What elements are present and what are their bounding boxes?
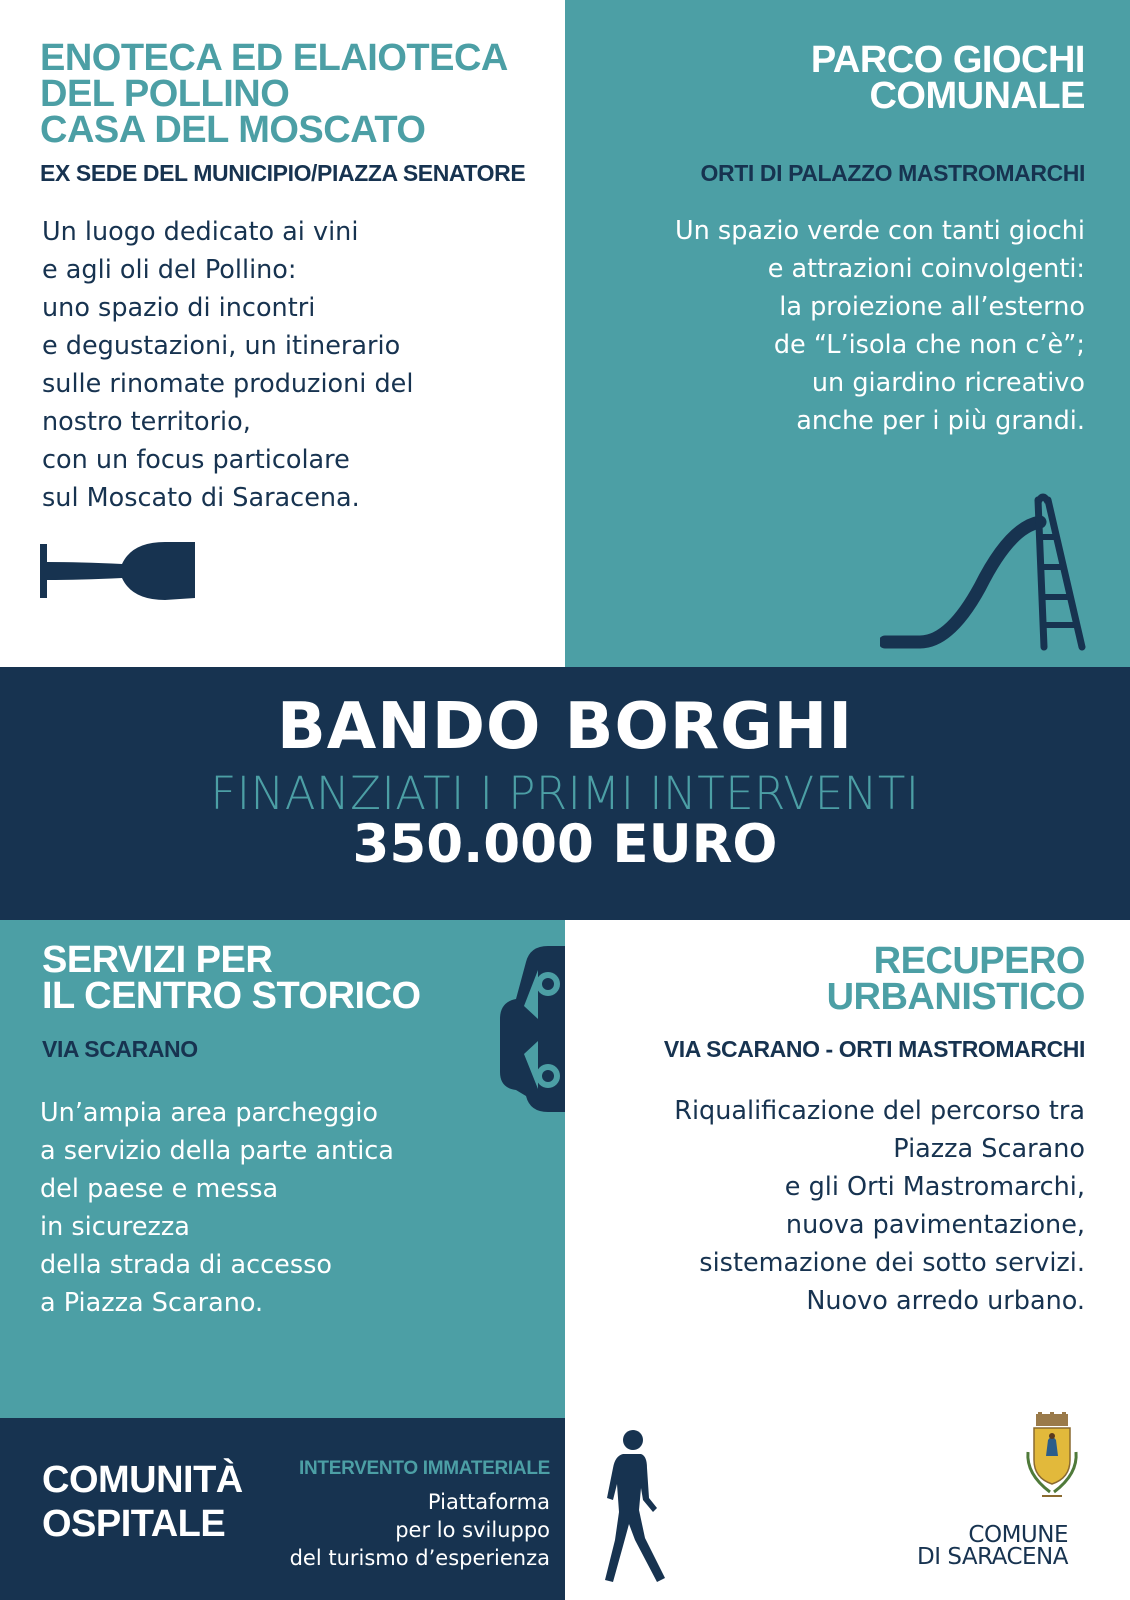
recupero-subtitle: VIA SCARANO - ORTI MASTROMARCHI [663,1036,1085,1062]
body-line: con un focus particolare [42,445,350,475]
comunita-title-line: OSPITALE [42,1503,226,1545]
car-icon [498,944,565,1114]
comune-label-line: COMUNE [968,1522,1068,1548]
comunita-body [290,1488,550,1572]
walking-person-icon [605,1428,675,1588]
body-line: e degustazioni, un itinerario [42,331,401,361]
comunita-title-line: COMUNITÀ [42,1459,243,1501]
servizi-panel [0,920,565,1418]
body-line: sul Moscato di Saracena. [42,483,360,513]
body-line: e attrazioni coinvolgenti: [767,254,1085,284]
body-line: anche per i più grandi. [796,406,1085,436]
bando-amount: 350.000 EURO [352,814,778,875]
body-line: Un luogo dedicato ai vini [42,217,359,247]
parco-body [675,212,1085,440]
enoteca-title [40,37,508,151]
body-line: Un spazio verde con tanti giochi [674,216,1085,246]
body-line: a Piazza Scarano. [40,1288,264,1318]
body-line: Nuovo arredo urbano. [806,1286,1085,1316]
servizi-title-line: SERVIZI PER [42,939,273,981]
servizi-title-line: IL CENTRO STORICO [42,975,421,1017]
bando-title: BANDO BORGHI [276,690,854,764]
body-line: a servizio della parte antica [40,1136,394,1166]
wine-glass-icon [40,540,200,602]
body-line: Un’ampia area parcheggio [40,1098,379,1128]
body-line: nuova pavimentazione, [785,1210,1085,1240]
body-line: Piazza Scarano [893,1134,1085,1164]
bando-subtitle: FINANZIATI I PRIMI INTERVENTI [210,767,920,820]
enoteca-subtitle: EX SEDE DEL MUNICIPIO/PIAZZA SENATORE [40,160,526,186]
recupero-body [674,1092,1085,1320]
comune-label-line: DI SARACENA [917,1544,1068,1570]
recupero-panel [565,920,1130,1600]
enoteca-title-line: DEL POLLINO [40,73,290,115]
enoteca-title-line: CASA DEL MOSCATO [40,109,426,151]
comunita-title [42,1458,243,1546]
body-line: del paese e messa [40,1174,279,1204]
recupero-title [826,940,1085,1018]
body-line: della strada di accesso [40,1250,332,1280]
parco-panel [565,0,1130,667]
body-line: sistemazione dei sotto servizi. [699,1248,1085,1278]
parco-subtitle: ORTI DI PALAZZO MASTROMARCHI [700,160,1085,186]
servizi-subtitle: VIA SCARANO [42,1036,198,1062]
enoteca-panel [0,0,565,667]
enoteca-body [42,213,413,517]
recupero-title-line: URBANISTICO [826,976,1085,1018]
body-line: e agli oli del Pollino: [42,255,297,285]
parco-title-line: COMUNALE [869,75,1085,117]
servizi-body [40,1094,394,1322]
bando-banner [0,667,1130,920]
body-line: per lo sviluppo [395,1518,550,1542]
body-line: Riqualificazione del percorso tra [674,1096,1085,1126]
body-line: in sicurezza [40,1212,190,1242]
coat-of-arms-icon [1020,1412,1084,1502]
comune-label [917,1524,1068,1568]
servizi-title [42,939,421,1017]
body-line: nostro territorio, [42,407,251,437]
body-line: uno spazio di incontri [42,293,316,323]
comunita-panel [0,1418,565,1600]
comunita-label: INTERVENTO IMMATERIALE [299,1458,550,1479]
body-line: un giardino ricreativo [811,368,1085,398]
body-line: de “L’isola che non c’è”; [773,330,1085,360]
body-line: la proiezione all’esterno [779,292,1085,322]
body-line: e gli Orti Mastromarchi, [784,1172,1085,1202]
parco-title-line: PARCO GIOCHI [810,39,1085,81]
body-line: Piattaforma [427,1490,550,1514]
body-line: sulle rinomate produzioni del [42,369,414,399]
slide-icon [880,492,1090,652]
parco-title [810,39,1085,117]
enoteca-title-line: ENOTECA ED ELAIOTECA [40,37,508,79]
recupero-title-line: RECUPERO [873,940,1085,982]
body-line: del turismo d’esperienza [289,1546,550,1570]
